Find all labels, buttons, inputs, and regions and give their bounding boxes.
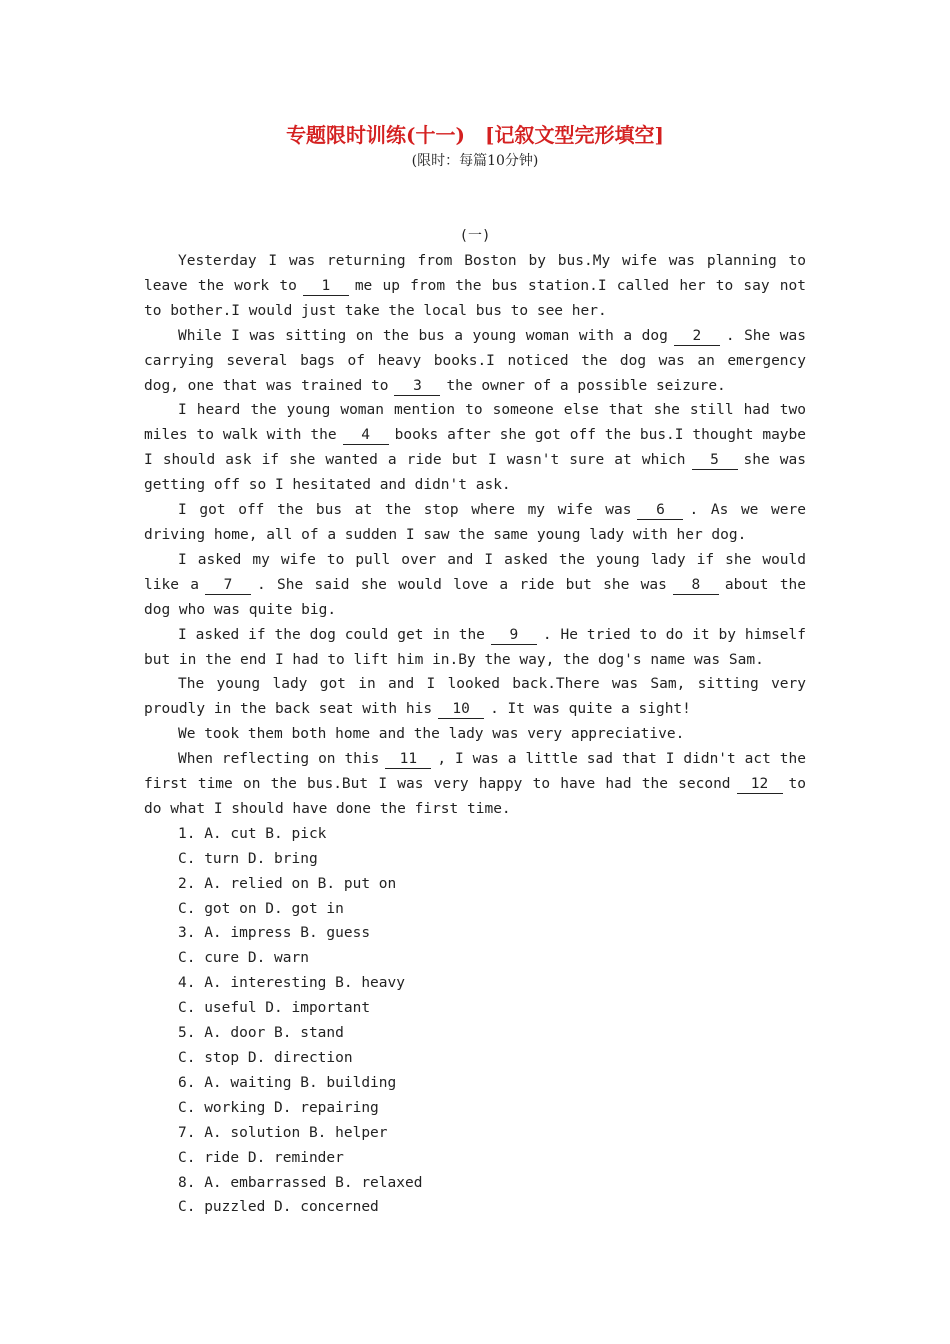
passage-text: I asked if the dog could get in the — [178, 626, 485, 643]
blank-7: 7 — [205, 576, 251, 595]
passage — [144, 249, 806, 822]
passage-paragraph — [144, 747, 806, 822]
option-line: C. working D. repairing — [178, 1099, 379, 1116]
blank-5: 5 — [692, 451, 738, 470]
passage-text: the owner of a possible seizure. — [446, 377, 726, 394]
option-line: 3. A. impress B. guess — [178, 925, 371, 942]
blank-2: 2 — [674, 327, 720, 346]
passage-paragraph — [144, 498, 806, 548]
blank-10: 10 — [438, 700, 484, 719]
blank-8: 8 — [673, 576, 719, 595]
passage-paragraph — [144, 548, 806, 623]
blank-4: 4 — [343, 426, 389, 445]
document-title: 专题限时训练(十一) [记叙文型完形填空] — [286, 123, 664, 147]
options-list — [144, 822, 806, 1221]
passage-text: I got off the bus at the stop where my wife was — [178, 502, 632, 519]
option-line: 7. A. solution B. helper — [178, 1124, 388, 1141]
passage-text: , I was a little sad that I didn't act the first time on the bus.But I was very happy to have had the second — [144, 751, 806, 793]
option-line: C. turn D. bring — [178, 850, 318, 867]
passage-text: me up from the bus station.I called her to say not to bother.I would just take the local bus to see her. — [144, 277, 806, 319]
blank-11: 11 — [385, 750, 431, 769]
passage-text: When reflecting on this — [178, 751, 380, 768]
time-limit-note: (限时：每篇10分钟) — [411, 153, 539, 169]
passage-text: . As we were driving home, all of a sudden I saw the same young lady with her dog. — [144, 502, 806, 543]
blank-1: 1 — [303, 277, 349, 296]
option-line: C. puzzled D. concerned — [178, 1199, 379, 1216]
passage-paragraph — [144, 398, 806, 498]
passage-paragraph — [144, 672, 806, 722]
option-line: C. got on D. got in — [178, 900, 344, 917]
exercise-body — [144, 249, 806, 1220]
passage-paragraph — [144, 722, 806, 747]
option-line: 2. A. relied on B. put on — [178, 875, 397, 892]
passage-paragraph — [144, 324, 806, 399]
passage-text: We took them both home and the lady was very appreciative. — [178, 726, 685, 743]
option-line: 5. A. door B. stand — [178, 1025, 344, 1042]
blank-9: 9 — [491, 626, 537, 645]
option-line: 4. A. interesting B. heavy — [178, 975, 405, 992]
passage-paragraph — [144, 249, 806, 324]
option-line: C. stop D. direction — [178, 1050, 353, 1066]
passage-text: . It was quite a sight! — [490, 701, 691, 718]
passage-text: . She said she would love a ride but she was — [256, 576, 667, 593]
passage-text: . He tried to do it by himself but in the end I had to lift him in.By the way, the dog's name was Sam. — [144, 626, 806, 668]
blank-3: 3 — [394, 377, 440, 396]
passage-text: books after she got off the bus.I thought maybe I should ask if she wanted a ride but I wasn't sure at which — [144, 427, 806, 469]
option-line: C. cure D. warn — [178, 950, 309, 967]
passage-text: I heard the young woman mention to someone else that she still had two miles to walk with the — [144, 402, 806, 444]
passage-text: she was getting off so I hesitated and didn't ask. — [144, 452, 806, 494]
option-line: 1. A. cut B. pick — [178, 825, 327, 842]
blank-12: 12 — [737, 775, 783, 794]
passage-text: The young lady got in and I looked back.There was Sam, sitting very proudly in the back seat with his — [144, 676, 806, 718]
passage-text: Yesterday I was returning from Boston by bus.My wife was planning to leave the work to — [144, 253, 806, 294]
passage-text: I asked my wife to pull over and I asked the young lady if she would like a — [144, 551, 806, 593]
section-label: (一) — [459, 228, 491, 244]
passage-text: While I was sitting on the bus a young woman with a dog — [178, 327, 668, 344]
option-line: 6. A. waiting B. building — [178, 1074, 397, 1091]
blank-6: 6 — [637, 501, 683, 520]
option-line: 8. A. embarrassed B. relaxed — [178, 1174, 423, 1191]
passage-text: about the dog who was quite big. — [144, 576, 807, 618]
option-line: C. ride D. reminder — [178, 1149, 344, 1166]
passage-text: to do what I should have done the first time. — [144, 776, 806, 817]
option-line: C. useful D. important — [178, 1000, 371, 1017]
passage-paragraph — [144, 623, 806, 673]
passage-text: . She was carrying several bags of heavy books.I noticed the dog was an emergency dog, one that was trained to — [144, 327, 806, 394]
